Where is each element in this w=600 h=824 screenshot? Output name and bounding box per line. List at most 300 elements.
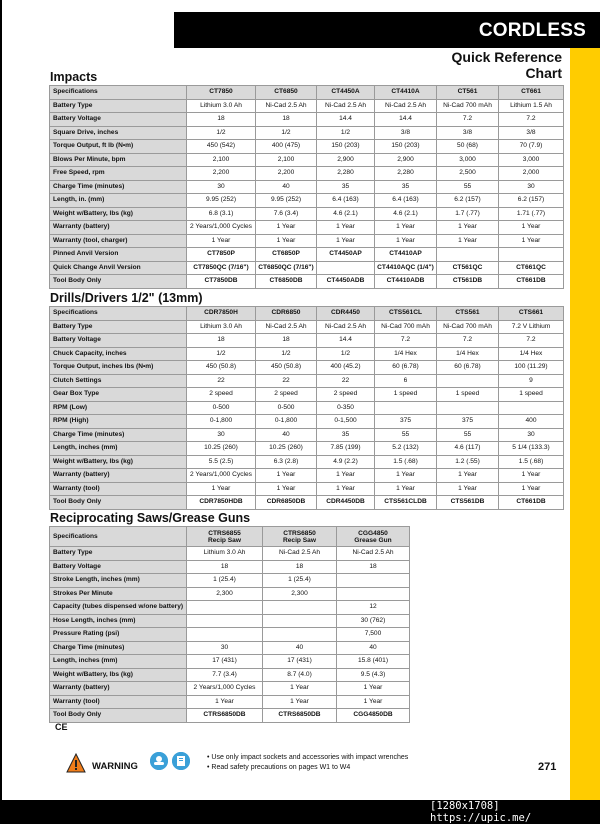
spec-value-cell: 0-500 bbox=[256, 401, 317, 415]
catalog-page bbox=[2, 0, 600, 800]
spec-label-cell: Length, inches (mm) bbox=[50, 442, 187, 456]
spec-value-cell: 6.2 (157) bbox=[437, 194, 499, 208]
spec-value-cell: 22 bbox=[187, 374, 256, 388]
spec-value-cell: 9 bbox=[499, 374, 564, 388]
spec-label-cell: Battery Type bbox=[50, 320, 187, 334]
table-row bbox=[50, 628, 410, 642]
spec-value-cell: 5.2 (132) bbox=[375, 442, 437, 456]
impacts-spec-table bbox=[49, 85, 564, 289]
table-row bbox=[50, 655, 410, 669]
spec-value-cell: 400 bbox=[499, 415, 564, 429]
spec-value-cell bbox=[499, 401, 564, 415]
spec-value-cell: Ni-Cad 2.5 Ah bbox=[317, 99, 375, 113]
spec-value-cell: Ni-Cad 700 mAh bbox=[375, 320, 437, 334]
spec-value-cell bbox=[187, 601, 263, 615]
spec-value-cell: 1 (25.4) bbox=[263, 574, 337, 588]
spec-value-cell: 10.25 (260) bbox=[187, 442, 256, 456]
spec-label-cell: Capacity (tubes dispensed w/one battery) bbox=[50, 601, 187, 615]
spec-value-cell: 400 (475) bbox=[256, 140, 317, 154]
ce-mark: CE bbox=[55, 722, 68, 732]
spec-value-cell: 1/2 bbox=[256, 347, 317, 361]
spec-value-cell: Ni-Cad 2.5 Ah bbox=[337, 547, 410, 561]
spec-value-cell: 18 bbox=[256, 334, 317, 348]
spec-value-cell: 1 Year bbox=[437, 482, 499, 496]
spec-value-cell: 2,900 bbox=[317, 153, 375, 167]
spec-value-cell: 1 Year bbox=[256, 221, 317, 235]
table-header-row bbox=[50, 86, 564, 100]
spec-value-cell: 2 Years/1,000 Cycles bbox=[187, 682, 263, 696]
spec-value-cell: 6.8 (3.1) bbox=[187, 207, 256, 221]
spec-value-cell: 9.95 (252) bbox=[187, 194, 256, 208]
header-model-cell: CDR7850H bbox=[187, 307, 256, 321]
spec-value-cell: 1 Year bbox=[499, 221, 564, 235]
table-row bbox=[50, 401, 564, 415]
spec-value-cell: CT661QC bbox=[499, 261, 564, 275]
spec-value-cell: 150 (203) bbox=[375, 140, 437, 154]
spec-value-cell: 18 bbox=[187, 334, 256, 348]
spec-value-cell: 30 bbox=[187, 180, 256, 194]
spec-value-cell: 2,200 bbox=[187, 167, 256, 181]
table-row bbox=[50, 275, 564, 289]
spec-value-cell: 1 Year bbox=[375, 221, 437, 235]
header-model-cell: CT661 bbox=[499, 86, 564, 100]
spec-value-cell: 8.7 (4.0) bbox=[263, 668, 337, 682]
spec-value-cell: CT4410AQC (1/4") bbox=[375, 261, 437, 275]
spec-value-cell: 150 (203) bbox=[317, 140, 375, 154]
spec-value-cell: 1/2 bbox=[317, 347, 375, 361]
spec-label-cell: Tool Body Only bbox=[50, 709, 187, 723]
spec-value-cell bbox=[337, 574, 410, 588]
warning-note: • Read safety precautions on pages W1 to W4 bbox=[207, 764, 351, 771]
table-row bbox=[50, 180, 564, 194]
spec-value-cell: Lithium 3.0 Ah bbox=[187, 320, 256, 334]
spec-value-cell: Lithium 1.5 Ah bbox=[499, 99, 564, 113]
spec-value-cell: 2,000 bbox=[499, 167, 564, 181]
spec-value-cell: 1/2 bbox=[187, 347, 256, 361]
spec-value-cell: 1/4 Hex bbox=[437, 347, 499, 361]
spec-value-cell: CGG4850DB bbox=[337, 709, 410, 723]
spec-value-cell: Ni-Cad 700 mAh bbox=[437, 99, 499, 113]
table-row bbox=[50, 682, 410, 696]
spec-value-cell: CT6850DB bbox=[256, 275, 317, 289]
header-model-cell: CGG4850 Grease Gun bbox=[337, 527, 410, 547]
spec-value-cell bbox=[263, 614, 337, 628]
table-row bbox=[50, 496, 564, 510]
spec-value-cell: 40 bbox=[337, 641, 410, 655]
spec-value-cell: 1 Year bbox=[317, 234, 375, 248]
spec-label-cell: Torque Output, ft lb (N•m) bbox=[50, 140, 187, 154]
spec-value-cell: Ni-Cad 2.5 Ah bbox=[263, 547, 337, 561]
spec-label-cell: Length, in. (mm) bbox=[50, 194, 187, 208]
spec-value-cell: 7.6 (3.4) bbox=[256, 207, 317, 221]
spec-label-cell: Strokes Per Minute bbox=[50, 587, 187, 601]
spec-value-cell: 1 Year bbox=[337, 695, 410, 709]
table-row bbox=[50, 560, 410, 574]
spec-value-cell: 30 bbox=[499, 428, 564, 442]
table-row bbox=[50, 167, 564, 181]
spec-value-cell: CTRS6850DB bbox=[263, 709, 337, 723]
spec-label-cell: RPM (Low) bbox=[50, 401, 187, 415]
spec-value-cell: 6 bbox=[375, 374, 437, 388]
spec-value-cell: 6.4 (163) bbox=[317, 194, 375, 208]
spec-value-cell: 1 Year bbox=[337, 682, 410, 696]
spec-value-cell: 35 bbox=[375, 180, 437, 194]
spec-value-cell: 40 bbox=[263, 641, 337, 655]
table-row bbox=[50, 334, 564, 348]
spec-value-cell: 2,280 bbox=[317, 167, 375, 181]
warning-note: • Use only impact sockets and accessories with impact wrenches bbox=[207, 754, 409, 761]
spec-value-cell: 1.2 (.55) bbox=[437, 455, 499, 469]
spec-value-cell: 2 Years/1,000 Cycles bbox=[187, 469, 256, 483]
spec-label-cell: Torque Output, inches lbs (N•m) bbox=[50, 361, 187, 375]
spec-value-cell bbox=[437, 374, 499, 388]
spec-value-cell: 9.5 (4.3) bbox=[337, 668, 410, 682]
table-row bbox=[50, 113, 564, 127]
spec-value-cell: CTRS6850DB bbox=[187, 709, 263, 723]
spec-label-cell: Square Drive, inches bbox=[50, 126, 187, 140]
table-row bbox=[50, 221, 564, 235]
eye-protection-icon bbox=[150, 752, 168, 770]
spec-value-cell: 50 (68) bbox=[437, 140, 499, 154]
spec-label-cell: Tool Body Only bbox=[50, 496, 187, 510]
spec-value-cell: 3,000 bbox=[437, 153, 499, 167]
table-row bbox=[50, 709, 410, 723]
spec-label-cell: Warranty (battery) bbox=[50, 682, 187, 696]
table-row bbox=[50, 587, 410, 601]
spec-value-cell: 5.5 (2.5) bbox=[187, 455, 256, 469]
watermark-link[interactable]: [1280x1708] https://upic.me/ bbox=[430, 800, 532, 824]
spec-value-cell: 1 Year bbox=[437, 221, 499, 235]
spec-label-cell: Tool Body Only bbox=[50, 275, 187, 289]
spec-label-cell: Warranty (battery) bbox=[50, 221, 187, 235]
spec-value-cell: CT4410ADB bbox=[375, 275, 437, 289]
spec-value-cell: 1 Year bbox=[256, 234, 317, 248]
spec-value-cell: 1.5 (.68) bbox=[375, 455, 437, 469]
spec-value-cell: CT4450ADB bbox=[317, 275, 375, 289]
spec-value-cell: CT7850P bbox=[187, 248, 256, 262]
table-row bbox=[50, 361, 564, 375]
spec-label-cell: Stroke Length, inches (mm) bbox=[50, 574, 187, 588]
spec-value-cell: 5 1/4 (133.3) bbox=[499, 442, 564, 456]
spec-value-cell: 2,300 bbox=[187, 587, 263, 601]
drills-section-title: Drills/Drivers 1/2" (13mm) bbox=[50, 291, 203, 305]
spec-label-cell: Hose Length, inches (mm) bbox=[50, 614, 187, 628]
spec-value-cell bbox=[187, 628, 263, 642]
spec-value-cell bbox=[437, 248, 499, 262]
header-spec-cell: Specifications bbox=[50, 527, 187, 547]
spec-value-cell: 7.2 bbox=[499, 113, 564, 127]
spec-value-cell: 1/4 Hex bbox=[375, 347, 437, 361]
spec-label-cell: Pressure Rating (psi) bbox=[50, 628, 187, 642]
spec-value-cell: 1 (25.4) bbox=[187, 574, 263, 588]
spec-value-cell: 30 bbox=[187, 641, 263, 655]
spec-value-cell: 1.5 (.68) bbox=[499, 455, 564, 469]
spec-label-cell: Warranty (tool) bbox=[50, 482, 187, 496]
drills-spec-table bbox=[49, 306, 564, 510]
header-model-cell: CTRS6855 Recip Saw bbox=[187, 527, 263, 547]
table-row bbox=[50, 668, 410, 682]
spec-label-cell: Battery Type bbox=[50, 547, 187, 561]
spec-value-cell: 2,300 bbox=[263, 587, 337, 601]
spec-value-cell: 14.4 bbox=[375, 113, 437, 127]
impacts-section-title: Impacts bbox=[50, 70, 98, 84]
spec-label-cell: Battery Voltage bbox=[50, 560, 187, 574]
spec-value-cell: 1/2 bbox=[317, 126, 375, 140]
table-row bbox=[50, 641, 410, 655]
spec-value-cell: CT561QC bbox=[437, 261, 499, 275]
accent-side-strip bbox=[570, 48, 600, 800]
table-row bbox=[50, 261, 564, 275]
spec-value-cell: CT4450AP bbox=[317, 248, 375, 262]
spec-value-cell: 1.7 (.77) bbox=[437, 207, 499, 221]
spec-label-cell: Blows Per Minute, bpm bbox=[50, 153, 187, 167]
spec-value-cell: 1 Year bbox=[263, 682, 337, 696]
spec-value-cell: 2,280 bbox=[375, 167, 437, 181]
spec-value-cell: CT661DB bbox=[499, 275, 564, 289]
recip-section-title: Reciprocating Saws/Grease Guns bbox=[50, 511, 251, 525]
spec-value-cell: 0-1,800 bbox=[187, 415, 256, 429]
read-manual-icon bbox=[172, 752, 190, 770]
spec-value-cell: 22 bbox=[256, 374, 317, 388]
header-bar bbox=[174, 12, 600, 48]
spec-value-cell bbox=[187, 614, 263, 628]
spec-value-cell: 2,900 bbox=[375, 153, 437, 167]
spec-value-cell: 2,100 bbox=[187, 153, 256, 167]
spec-value-cell: 18 bbox=[187, 113, 256, 127]
spec-value-cell: Ni-Cad 2.5 Ah bbox=[317, 320, 375, 334]
header-model-cell: CDR6850 bbox=[256, 307, 317, 321]
spec-label-cell: Warranty (tool, charger) bbox=[50, 234, 187, 248]
spec-value-cell: 2 speed bbox=[187, 388, 256, 402]
header-model-cell: CT7850 bbox=[187, 86, 256, 100]
spec-value-cell: 30 bbox=[187, 428, 256, 442]
spec-value-cell: 60 (6.78) bbox=[437, 361, 499, 375]
header-model-cell: CTRS6850 Recip Saw bbox=[263, 527, 337, 547]
spec-label-cell: Charge Time (minutes) bbox=[50, 641, 187, 655]
spec-value-cell: 450 (50.8) bbox=[256, 361, 317, 375]
spec-value-cell: 55 bbox=[437, 428, 499, 442]
spec-value-cell: 1 Year bbox=[317, 469, 375, 483]
spec-value-cell: 55 bbox=[375, 428, 437, 442]
spec-value-cell: 1 Year bbox=[375, 234, 437, 248]
table-row bbox=[50, 374, 564, 388]
spec-value-cell: 1 Year bbox=[375, 482, 437, 496]
spec-value-cell: 60 (6.78) bbox=[375, 361, 437, 375]
spec-value-cell: 1 Year bbox=[187, 234, 256, 248]
spec-value-cell: 3,000 bbox=[499, 153, 564, 167]
spec-value-cell bbox=[263, 601, 337, 615]
spec-value-cell: 4.6 (117) bbox=[437, 442, 499, 456]
spec-value-cell: 22 bbox=[317, 374, 375, 388]
spec-value-cell: 375 bbox=[437, 415, 499, 429]
spec-value-cell: Ni-Cad 2.5 Ah bbox=[256, 320, 317, 334]
spec-value-cell: 2 Years/1,000 Cycles bbox=[187, 221, 256, 235]
spec-value-cell: 4.6 (2.1) bbox=[317, 207, 375, 221]
table-row bbox=[50, 601, 410, 615]
spec-label-cell: Warranty (battery) bbox=[50, 469, 187, 483]
spec-value-cell: 100 (11.29) bbox=[499, 361, 564, 375]
spec-value-cell: 1 Year bbox=[499, 482, 564, 496]
table-row bbox=[50, 482, 564, 496]
spec-value-cell: CT661DB bbox=[499, 496, 564, 510]
spec-label-cell: Clutch Settings bbox=[50, 374, 187, 388]
spec-value-cell: 18 bbox=[256, 113, 317, 127]
table-row bbox=[50, 320, 564, 334]
header-spec-cell: Specifications bbox=[50, 86, 187, 100]
spec-value-cell bbox=[317, 261, 375, 275]
spec-value-cell: 30 bbox=[499, 180, 564, 194]
table-row bbox=[50, 234, 564, 248]
spec-label-cell: Length, inches (mm) bbox=[50, 655, 187, 669]
header-model-cell: CT4410A bbox=[375, 86, 437, 100]
spec-value-cell: 15.8 (401) bbox=[337, 655, 410, 669]
header-model-cell: CT6850 bbox=[256, 86, 317, 100]
spec-value-cell: 17 (431) bbox=[187, 655, 263, 669]
spec-value-cell: 40 bbox=[256, 428, 317, 442]
spec-label-cell: RPM (High) bbox=[50, 415, 187, 429]
spec-label-cell: Battery Type bbox=[50, 99, 187, 113]
spec-value-cell: 7.2 bbox=[375, 334, 437, 348]
spec-value-cell: 7.2 bbox=[437, 113, 499, 127]
table-row bbox=[50, 442, 564, 456]
spec-value-cell: 0-1,800 bbox=[256, 415, 317, 429]
table-row bbox=[50, 99, 564, 113]
spec-value-cell: 1 Year bbox=[499, 234, 564, 248]
spec-value-cell: Lithium 3.0 Ah bbox=[187, 547, 263, 561]
spec-value-cell: CT7850DB bbox=[187, 275, 256, 289]
spec-value-cell: 1/2 bbox=[256, 126, 317, 140]
spec-value-cell: 6.4 (163) bbox=[375, 194, 437, 208]
spec-value-cell: 35 bbox=[317, 428, 375, 442]
spec-value-cell: 1 Year bbox=[437, 234, 499, 248]
spec-value-cell: 18 bbox=[187, 560, 263, 574]
spec-value-cell: 0-350 bbox=[317, 401, 375, 415]
spec-value-cell: CTS561CLDB bbox=[375, 496, 437, 510]
spec-value-cell: CT561DB bbox=[437, 275, 499, 289]
spec-value-cell: 1 Year bbox=[256, 469, 317, 483]
table-row bbox=[50, 194, 564, 208]
spec-value-cell: 450 (542) bbox=[187, 140, 256, 154]
spec-value-cell: 1 speed bbox=[499, 388, 564, 402]
warning-label: WARNING bbox=[92, 761, 138, 772]
spec-value-cell bbox=[437, 401, 499, 415]
spec-value-cell: 1 Year bbox=[187, 482, 256, 496]
table-row bbox=[50, 428, 564, 442]
spec-value-cell: 3/8 bbox=[437, 126, 499, 140]
spec-value-cell bbox=[499, 248, 564, 262]
spec-value-cell: 1 Year bbox=[263, 695, 337, 709]
spec-value-cell: 3/8 bbox=[375, 126, 437, 140]
spec-value-cell: 55 bbox=[437, 180, 499, 194]
table-row bbox=[50, 455, 564, 469]
warning-triangle-icon bbox=[66, 753, 86, 773]
spec-value-cell: 2,100 bbox=[256, 153, 317, 167]
spec-label-cell: Pinned Anvil Version bbox=[50, 248, 187, 262]
spec-value-cell: 35 bbox=[317, 180, 375, 194]
spec-value-cell: 17 (431) bbox=[263, 655, 337, 669]
spec-value-cell: 0-500 bbox=[187, 401, 256, 415]
table-row bbox=[50, 207, 564, 221]
table-header-row bbox=[50, 307, 564, 321]
spec-value-cell: Lithium 3.0 Ah bbox=[187, 99, 256, 113]
spec-value-cell: CDR6850DB bbox=[256, 496, 317, 510]
spec-value-cell: 4.9 (2.2) bbox=[317, 455, 375, 469]
spec-value-cell: 400 (45.2) bbox=[317, 361, 375, 375]
spec-label-cell: Weight w/Battery, lbs (kg) bbox=[50, 668, 187, 682]
spec-value-cell: 1 Year bbox=[375, 469, 437, 483]
spec-value-cell: 7.2 bbox=[499, 334, 564, 348]
warning-area bbox=[62, 750, 562, 780]
table-row bbox=[50, 153, 564, 167]
spec-value-cell: 1/4 Hex bbox=[499, 347, 564, 361]
spec-value-cell: 1 speed bbox=[437, 388, 499, 402]
spec-label-cell: Battery Voltage bbox=[50, 113, 187, 127]
spec-value-cell: 14.4 bbox=[317, 113, 375, 127]
spec-value-cell: Ni-Cad 700 mAh bbox=[437, 320, 499, 334]
spec-value-cell bbox=[337, 587, 410, 601]
spec-value-cell: 1 Year bbox=[437, 469, 499, 483]
spec-label-cell: Weight w/Battery, lbs (kg) bbox=[50, 455, 187, 469]
spec-value-cell: CT6850QC (7/16") bbox=[256, 261, 317, 275]
spec-value-cell: 450 (50.8) bbox=[187, 361, 256, 375]
recip-spec-table bbox=[49, 526, 410, 723]
spec-value-cell: 30 (762) bbox=[337, 614, 410, 628]
spec-value-cell: 70 (7.9) bbox=[499, 140, 564, 154]
table-row bbox=[50, 695, 410, 709]
spec-value-cell: 7.85 (199) bbox=[317, 442, 375, 456]
table-row bbox=[50, 614, 410, 628]
spec-value-cell: 7.2 V Lithium bbox=[499, 320, 564, 334]
header-model-cell: CTS561CL bbox=[375, 307, 437, 321]
spec-label-cell: Warranty (tool) bbox=[50, 695, 187, 709]
spec-value-cell: 1 Year bbox=[317, 221, 375, 235]
spec-value-cell: 2,500 bbox=[437, 167, 499, 181]
header-model-cell: CT4450A bbox=[317, 86, 375, 100]
spec-value-cell: Ni-Cad 2.5 Ah bbox=[256, 99, 317, 113]
spec-label-cell: Battery Voltage bbox=[50, 334, 187, 348]
page-subtitle: Quick Reference Chart bbox=[451, 49, 562, 81]
header-model-cell: CTS561 bbox=[437, 307, 499, 321]
warning-notes bbox=[207, 753, 408, 773]
spec-label-cell: Chuck Capacity, inches bbox=[50, 347, 187, 361]
spec-value-cell: 18 bbox=[263, 560, 337, 574]
spec-value-cell: CT4410AP bbox=[375, 248, 437, 262]
spec-value-cell: 1/2 bbox=[187, 126, 256, 140]
header-model-cell: CTS661 bbox=[499, 307, 564, 321]
header-model-cell: CT561 bbox=[437, 86, 499, 100]
spec-value-cell: 7.2 bbox=[437, 334, 499, 348]
page-number: 271 bbox=[538, 761, 557, 773]
spec-label-cell: Quick Change Anvil Version bbox=[50, 261, 187, 275]
table-row bbox=[50, 140, 564, 154]
spec-value-cell: 2,200 bbox=[256, 167, 317, 181]
spec-value-cell: CDR7850HDB bbox=[187, 496, 256, 510]
spec-value-cell: 1 speed bbox=[375, 388, 437, 402]
spec-label-cell: Gear Box Type bbox=[50, 388, 187, 402]
header-model-cell: CDR4450 bbox=[317, 307, 375, 321]
table-row bbox=[50, 388, 564, 402]
table-row bbox=[50, 547, 410, 561]
table-row bbox=[50, 126, 564, 140]
spec-value-cell: 1 Year bbox=[187, 695, 263, 709]
spec-value-cell: 1.71 (.77) bbox=[499, 207, 564, 221]
spec-value-cell: 1 Year bbox=[256, 482, 317, 496]
spec-value-cell: CT6850P bbox=[256, 248, 317, 262]
spec-value-cell: 12 bbox=[337, 601, 410, 615]
spec-value-cell bbox=[375, 401, 437, 415]
spec-value-cell: CDR4450DB bbox=[317, 496, 375, 510]
spec-value-cell: 4.6 (2.1) bbox=[375, 207, 437, 221]
